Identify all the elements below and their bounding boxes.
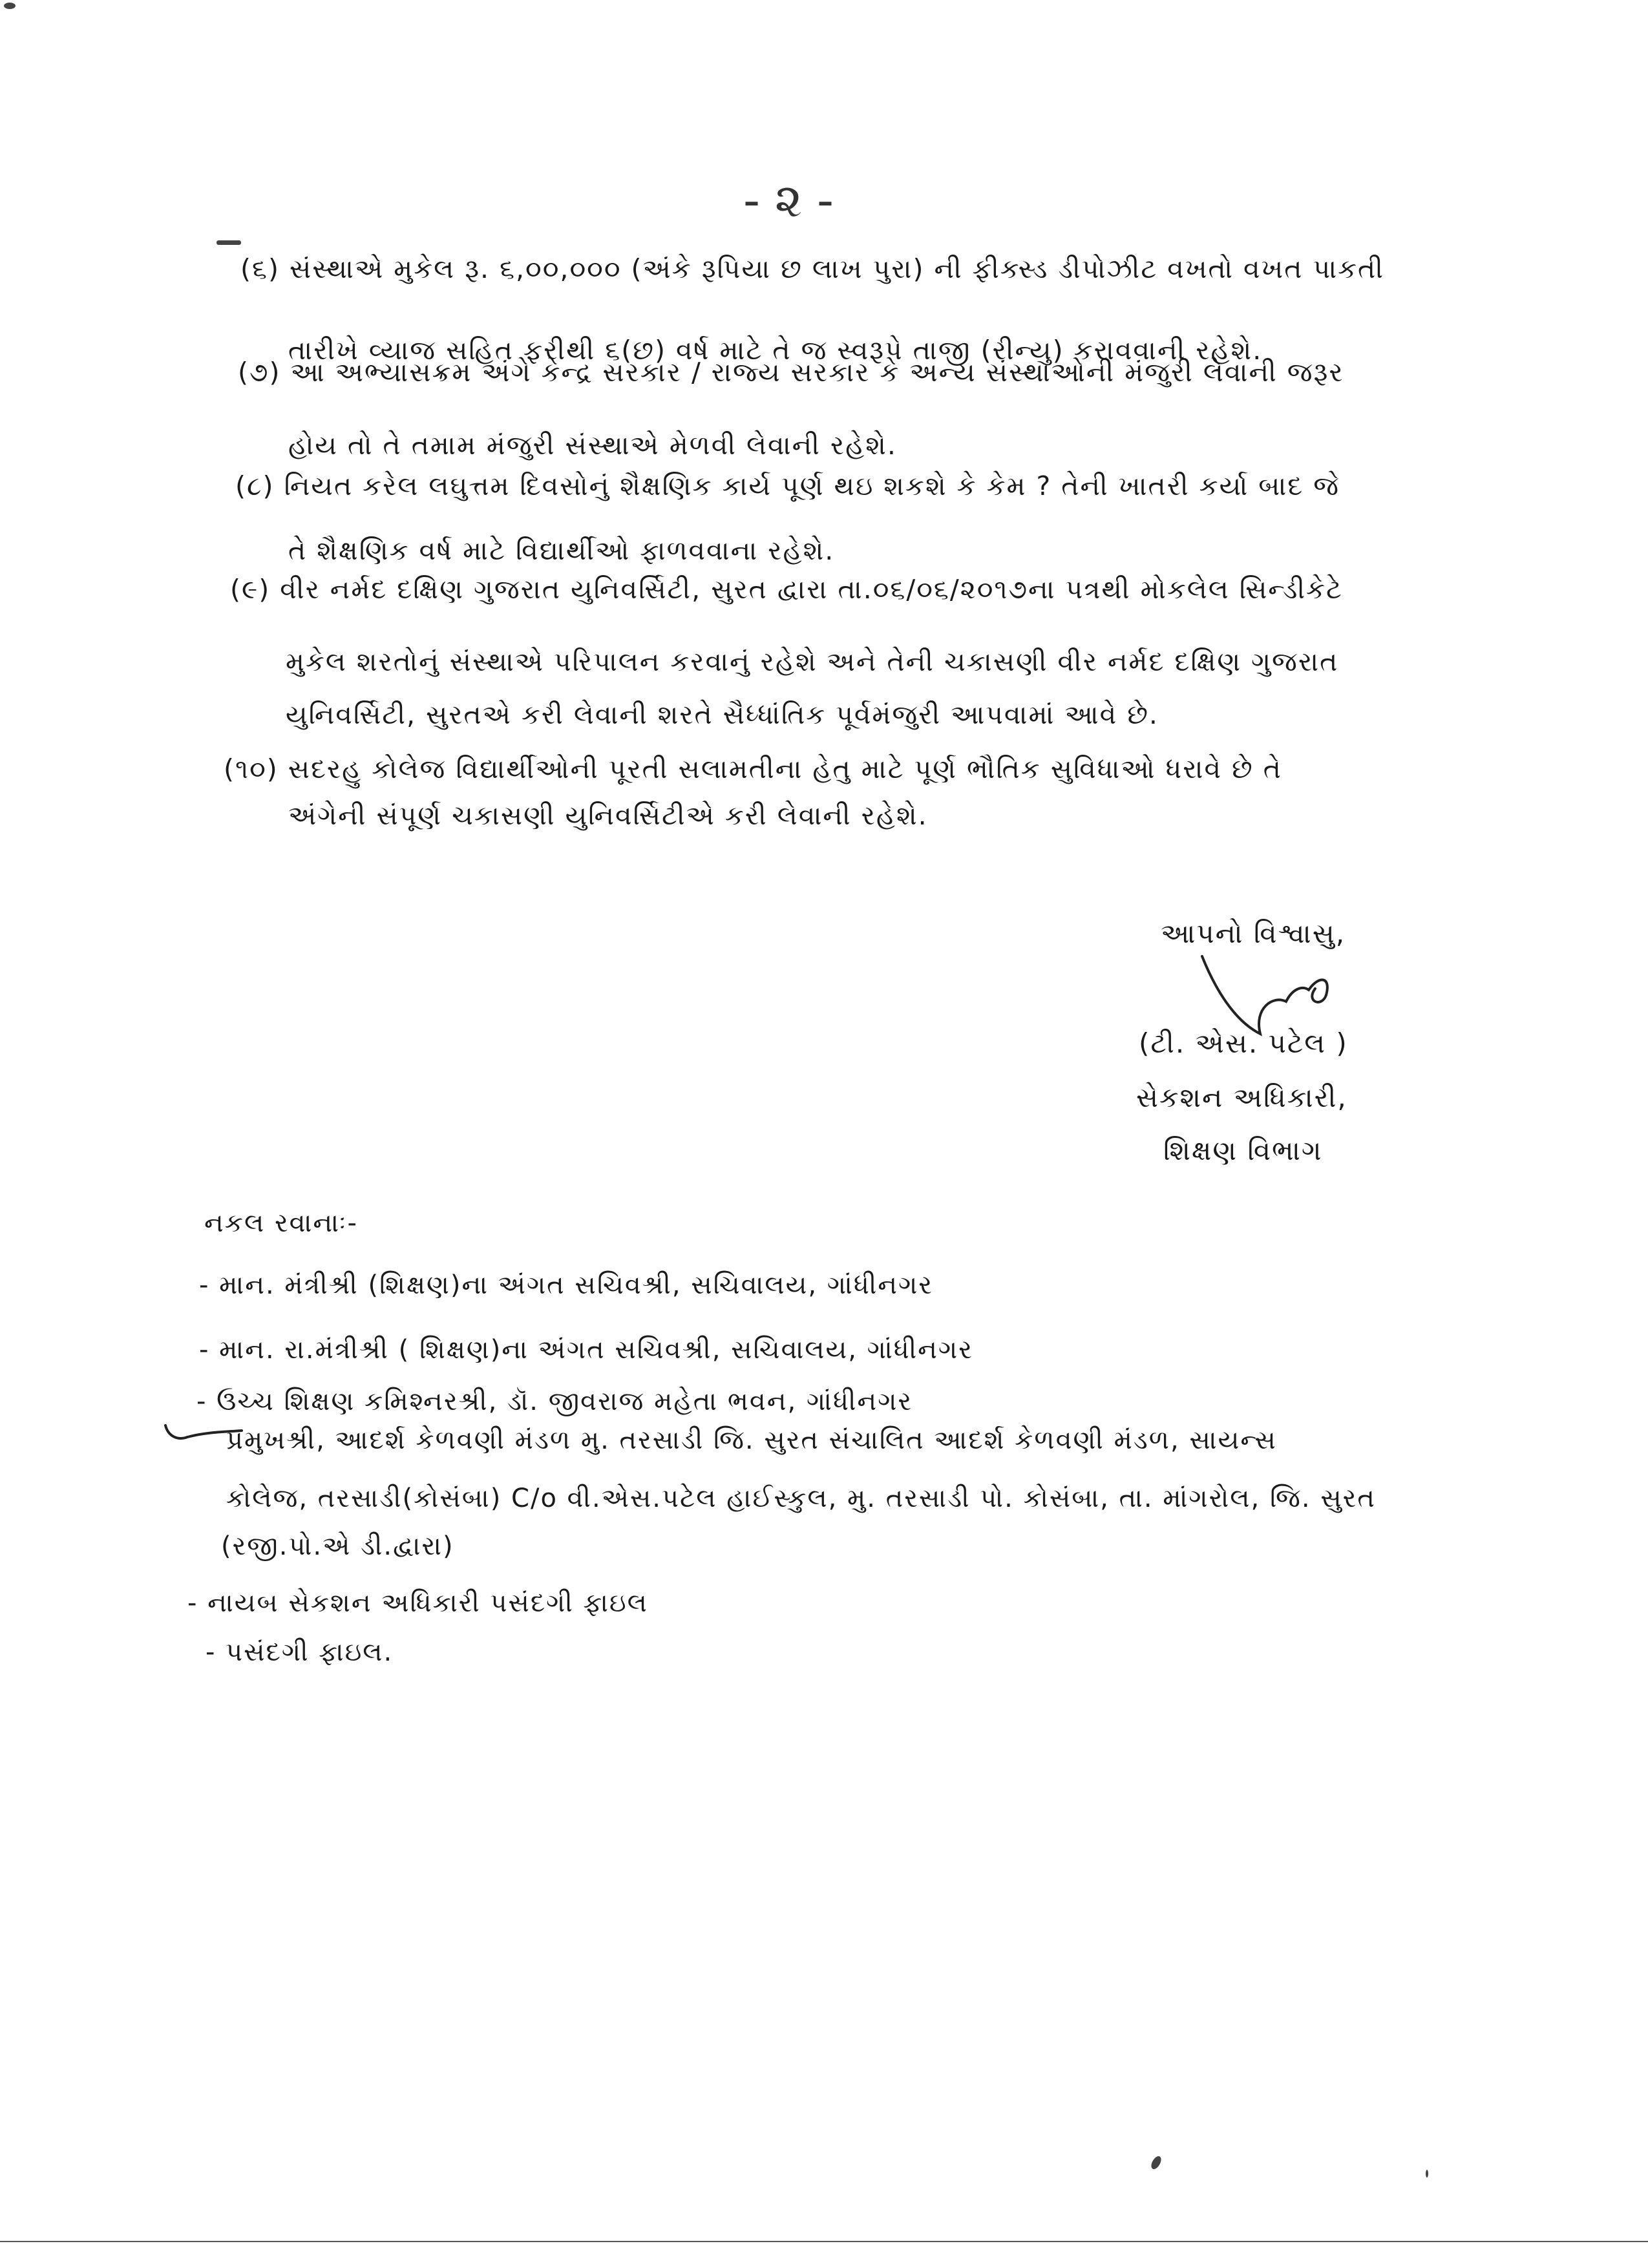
scan-speck: [1426, 2170, 1428, 2178]
condition-10-line-1: (૧૦) સદરહુ કોલેજ વિદ્યાર્થીઓની પૂરતી સલામતીના હેતુ માટે પૂર્ણ ભૌતિક સુવિધાઓ ધરાવે છે તે: [224, 753, 1282, 784]
copy-to-item-4-line-3: (રજી.પો.એ ડી.દ્વારા): [221, 1531, 454, 1561]
copy-to-item-4-line-1: પ્રમુખશ્રી, આદર્શ કેળવણી મંડળ મુ. તરસાડી જિ. સુરત સંચાલિત આદર્શ કેળવણી મંડળ, સાયન્સ: [226, 1425, 1277, 1455]
copy-to-item-5: - નાયબ સેકશન અધિકારી પસંદગી ફાઇલ: [187, 1588, 648, 1618]
condition-9-line-2: મુકેલ શરતોનું સંસ્થાએ પરિપાલન કરવાનું રહેશે અને તેની ચકાસણી વીર નર્મદ દક્ષિણ ગુજરાત: [286, 646, 1339, 677]
page-number: - ૨ -: [743, 173, 834, 227]
signatory-designation: સેકશન અધિકારી,: [1136, 1082, 1347, 1113]
scan-speck: [4, 3, 16, 9]
condition-9-line-1: (૯) વીર નર્મદ દક્ષિણ ગુજરાત યુનિવર્સિટી, સુરત દ્વારા તા.૦૬/૦૬/૨૦૧૭ના પત્રથી મોકલેલ સિન્ડીકેટે: [230, 574, 1343, 605]
closing-salutation: આપનો વિશ્વાસુ,: [1161, 918, 1346, 949]
condition-8-line-1: (૮) નિયત કરેલ લઘુત્તમ દિવસોનું શૈક્ષણિક કાર્ય પૂર્ણ થઇ શકશે કે કેમ ? તેની ખાતરી કર્યા બાદ જે: [235, 470, 1340, 501]
condition-8-line-2: તે શૈક્ષણિક વર્ષ માટે વિદ્યાર્થીઓ ફાળવવાના રહેશે.: [288, 535, 835, 566]
scan-speck: [217, 240, 241, 245]
condition-9-line-3: યુનિવર્સિટી, સુરતએ કરી લેવાની શરતે સૈધ્ધાંતિક પૂર્વમંજુરી આપવામાં આવે છે.: [286, 699, 1159, 730]
condition-6-line-2: તારીખે વ્યાજ સહિત ફરીથી ૬(છ) વર્ષ માટે તે જ સ્વરૂપે તાજી (રીન્યુ) કરાવવાની રહેશે.: [288, 335, 1263, 366]
copy-to-heading: નકલ રવાનાઃ-: [204, 1208, 358, 1238]
copy-to-item-1: - માન. મંત્રીશ્રી (શિક્ષણ)ના અંગત સચિવશ્રી, સચિવાલય, ગાંધીનગર: [199, 1270, 933, 1300]
scan-edge-line: [0, 2241, 1648, 2242]
scan-speck: [1149, 2154, 1163, 2170]
signatory-department: શિક્ષણ વિભાગ: [1163, 1135, 1323, 1166]
condition-7-line-2: હોય તો તે તમામ મંજુરી સંસ્થાએ મેળવી લેવાની રહેશે.: [288, 430, 897, 461]
condition-6-line-1: (૬) સંસ્થાએ મુકેલ રૂ. ૬,૦૦,૦૦૦ (અંકે રૂપિયા છ લાખ પુરા) ની ફીક્સ્ડ ડીપોઝીટ વખતો વખત પાકતી: [240, 253, 1384, 284]
copy-to-item-6: - પસંદગી ફાઇલ.: [206, 1637, 394, 1667]
condition-10-line-2: અંગેની સંપૂર્ણ ચકાસણી યુનિવર્સિટીએ કરી લેવાની રહેશે.: [288, 800, 928, 831]
signatory-name: (ટી. એસ. પટેલ ): [1139, 1027, 1348, 1059]
copy-to-item-2: - માન. રા.મંત્રીશ્રી ( શિક્ષણ)ના અંગત સચિવશ્રી, સચિવાલય, ગાંધીનગર: [199, 1335, 973, 1365]
copy-to-item-3: - ઉચ્ચ શિક્ષણ કમિશ્નરશ્રી, ડૉ. જીવરાજ મહેતા ભવન, ગાંધીનગર: [196, 1387, 913, 1416]
copy-to-item-4-line-2: કોલેજ, તરસાડી(કોસંબા) C/o વી.એસ.પટેલ હાઈસ્કુલ, મુ. તરસાડી પો. કોસંબા, તા. માંગરોલ, જિ. સુરત: [226, 1484, 1376, 1513]
condition-7-line-1: (૭) આ અભ્યાસક્રમ અંગે કેન્દ્ર સરકાર / રાજ્ય સરકાર કે અન્ય સંસ્થાઓની મંજુરી લેવાની જરૂર: [238, 357, 1344, 388]
